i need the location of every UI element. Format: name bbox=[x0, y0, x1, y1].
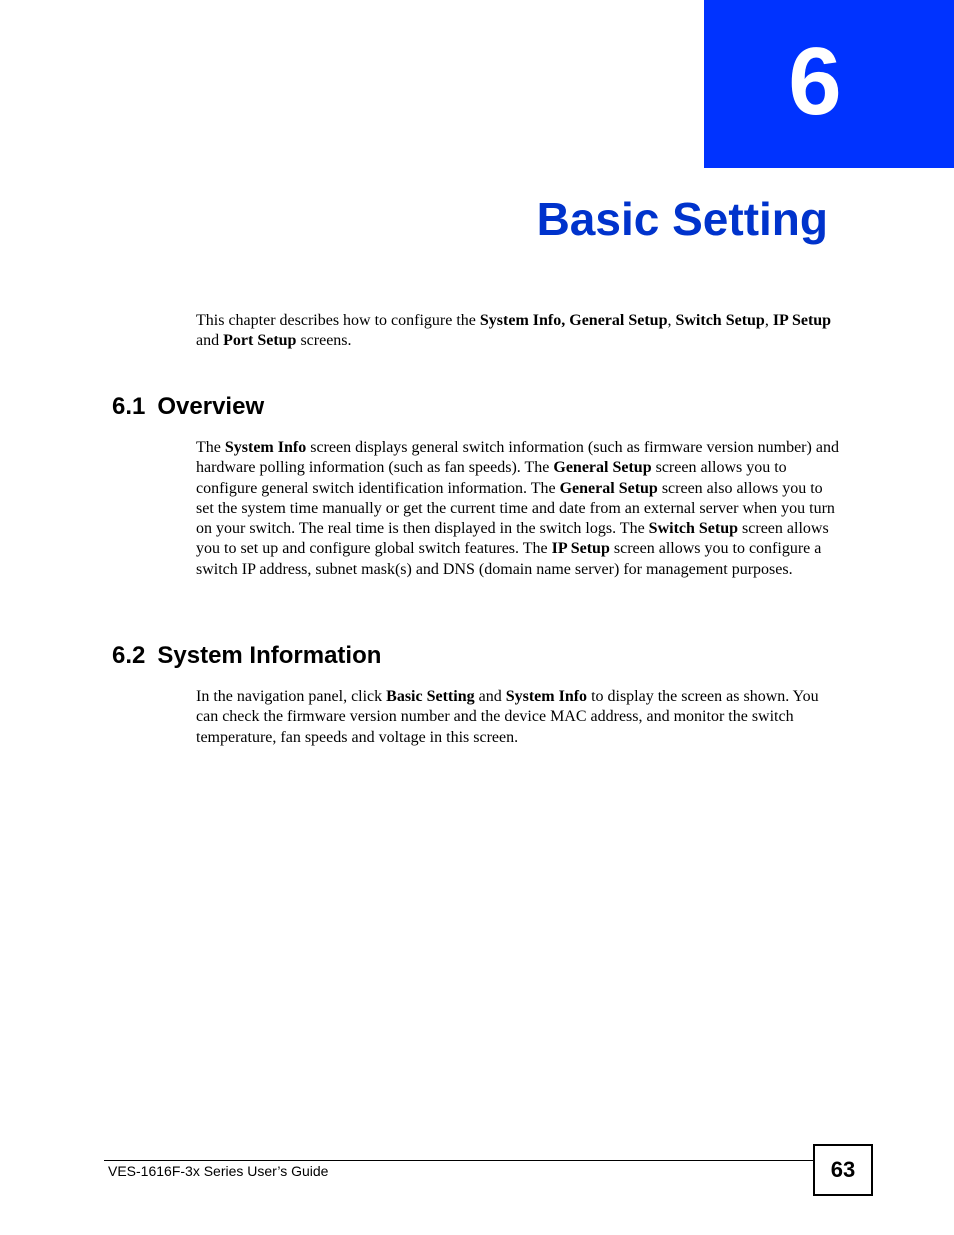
intro-paragraph bbox=[196, 311, 844, 352]
section-number: 6.2 bbox=[112, 642, 146, 669]
page-number: 63 bbox=[813, 1144, 873, 1196]
bold-term: General Setup bbox=[559, 479, 658, 497]
section-heading-system-information bbox=[112, 642, 381, 671]
text-run: , bbox=[764, 312, 773, 329]
bold-term: System Info, General Setup bbox=[479, 312, 668, 329]
text-run: and bbox=[474, 688, 506, 705]
chapter-number: 6 bbox=[788, 28, 842, 135]
bold-term: Basic Setting bbox=[386, 688, 475, 705]
chapter-number-box bbox=[704, 0, 954, 168]
bold-term: System Info bbox=[224, 439, 307, 456]
text-run: screen displays general switch information (such as firmware version number) and hardware polling information (such as fan speeds). The bbox=[196, 439, 839, 477]
text-run: The bbox=[196, 439, 225, 456]
text-run: screen also allows you to set the system time manually or get the current time and date from an external server when you turn on your switch. The real time is then displayed in the switch logs. The bbox=[196, 479, 835, 538]
bold-term: Port Setup bbox=[223, 332, 297, 350]
text-run: and bbox=[196, 332, 224, 350]
bold-term: IP Setup bbox=[551, 540, 610, 558]
bold-term: Switch Setup bbox=[648, 520, 739, 538]
footer-rule bbox=[104, 1160, 814, 1161]
bold-term: Switch Setup bbox=[675, 312, 765, 329]
footer-guide-title: VES-1616F-3x Series User’s Guide bbox=[108, 1163, 329, 1179]
section-title: Overview bbox=[157, 393, 265, 420]
overview-paragraph bbox=[196, 438, 844, 580]
bold-term: IP Setup bbox=[772, 312, 832, 329]
text-run: to display the screen as shown. You can check the firmware version number and the device MAC address, and monitor the switch temperature, fan speeds and voltage in this screen. bbox=[196, 688, 819, 746]
text-run: In the navigation panel, click bbox=[196, 688, 387, 705]
text-run: screen allows you to configure a switch IP address, subnet mask(s) and DNS (domain name server) for management purposes. bbox=[196, 540, 822, 578]
text-run: screen allows you to configure general switch identification information. The bbox=[196, 459, 787, 497]
system-information-paragraph bbox=[196, 687, 844, 748]
section-heading-overview bbox=[112, 393, 264, 422]
text-run: This chapter describes how to configure the bbox=[196, 312, 480, 329]
chapter-title: Basic Setting bbox=[536, 193, 828, 245]
section-number: 6.1 bbox=[112, 393, 146, 420]
text-run: , bbox=[667, 312, 676, 329]
section-title: System Information bbox=[157, 642, 382, 669]
bold-term: System Info bbox=[505, 688, 588, 705]
text-run: screen allows you to set up and configure global switch features. The bbox=[196, 520, 829, 558]
text-run: screens. bbox=[296, 332, 352, 350]
bold-term: General Setup bbox=[553, 459, 652, 477]
